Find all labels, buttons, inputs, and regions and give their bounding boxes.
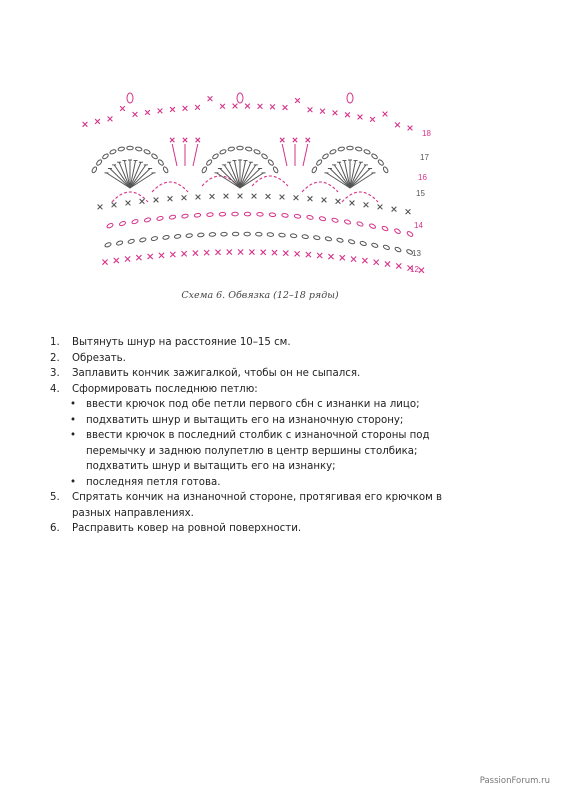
sc-stitch-mark (83, 122, 88, 127)
sc-stitch-mark (283, 105, 288, 110)
tr-stitch-mark (193, 144, 198, 166)
step-number: 1. (50, 337, 60, 348)
chain-stitch-mark (325, 236, 332, 241)
substep-item (50, 475, 470, 491)
sc-stitch-mark (419, 268, 424, 273)
chain-stitch-mark (322, 153, 329, 160)
step-text: Вытянуть шнур на расстояние 10–15 см. (72, 337, 291, 348)
sc-stitch-mark (210, 194, 215, 199)
tr-stitch-mark (303, 144, 308, 166)
chain-stitch-mark (197, 233, 204, 237)
picot-mark (127, 93, 133, 103)
chain-stitch-mark (186, 233, 193, 238)
row-number-label: 15 (416, 189, 425, 198)
sc-stitch-mark (252, 194, 257, 199)
chain-stitch-mark (306, 215, 313, 220)
sc-stitch-mark (351, 257, 356, 262)
substep-item (50, 413, 470, 429)
chain-stitch-mark (282, 213, 289, 218)
chain-stitch-mark (157, 159, 164, 166)
sc-stitch-mark (233, 104, 238, 109)
chain-stitch-mark (135, 147, 142, 152)
sc-stitch-mark (295, 251, 300, 256)
sc-stitch-mark (220, 104, 225, 109)
chain-stitch-mark (272, 166, 278, 173)
sc-stitch-mark (182, 195, 187, 200)
sc-stitch-mark (108, 116, 113, 121)
sc-stitch-mark (154, 198, 159, 203)
sc-stitch-mark (145, 110, 150, 115)
chain-stitch-mark (377, 159, 384, 166)
chain-stitch-mark (207, 212, 214, 216)
sc-stitch-mark (158, 108, 163, 113)
sc-stitch-mark (227, 249, 232, 254)
chain-stitch-mark (116, 240, 123, 246)
chain-stitch-mark (356, 221, 363, 227)
chain-stitch-mark (162, 166, 168, 173)
chain-stitch-mark (96, 159, 103, 166)
sc-stitch-mark (270, 104, 275, 109)
chain-stitch-mark (237, 146, 243, 150)
arch-mark (152, 182, 188, 192)
bullet-icon: • (70, 476, 77, 488)
substep-text: ввести крючок в последний столбик с изнаночной стороны под перемычку и заднюю полупетлю в центр вершины столбика; подхватить шнур и вытащить его на изнанку; (86, 430, 430, 472)
sc-stitch-mark (345, 112, 350, 117)
chain-stitch-mark (127, 146, 133, 150)
chain-stitch-mark (316, 159, 323, 166)
sc-stitch-mark (204, 250, 209, 255)
chain-stitch-mark (228, 147, 235, 152)
step-item (50, 366, 470, 382)
row-number-label: 17 (420, 153, 429, 162)
chain-stitch-mark (257, 212, 264, 216)
chain-stitch-mark (294, 214, 301, 219)
chain-stitch-mark (91, 166, 97, 173)
chain-stitch-mark (394, 246, 401, 252)
chain-stitch-mark (106, 223, 113, 229)
chain-stitch-mark (219, 149, 226, 155)
sc-stitch-mark (245, 104, 250, 109)
sc-stitch-mark (350, 201, 355, 206)
chain-stitch-mark (104, 242, 111, 248)
sc-stitch-mark (261, 250, 266, 255)
crochet-diagram-svg (70, 88, 440, 288)
chain-stitch-mark (151, 236, 158, 241)
diagram-caption: Схема 6. Обвязка (12–18 ряды) (181, 290, 339, 301)
step-text: Спрятать кончик на изнаночной стороне, протягивая его крючком в разных направлениях. (72, 492, 443, 519)
chain-stitch-mark (338, 147, 345, 152)
chain-stitch-mark (118, 147, 125, 152)
chain-stitch-mark (302, 234, 309, 239)
sc-stitch-mark (120, 106, 125, 111)
sc-stitch-mark (170, 252, 175, 257)
chain-stitch-mark (244, 212, 250, 216)
sc-stitch-mark (136, 255, 141, 260)
chain-stitch-mark (344, 219, 351, 225)
chain-stitch-mark (102, 153, 109, 160)
picot-mark (347, 93, 353, 103)
sc-stitch-mark (317, 253, 322, 258)
chain-stitch-mark (201, 166, 207, 173)
chain-stitch-mark (256, 232, 263, 236)
chain-stitch-mark (369, 223, 376, 229)
sc-stitch-mark (370, 117, 375, 122)
sc-stitch-mark (170, 138, 174, 142)
chain-stitch-mark (329, 149, 336, 155)
sc-stitch-mark (306, 252, 311, 257)
sc-stitch-mark (378, 204, 383, 209)
chain-stitch-mark (371, 242, 378, 248)
chain-stitch-mark (221, 232, 228, 236)
sc-stitch-mark (140, 199, 145, 204)
chain-stitch-mark (371, 153, 378, 160)
sc-stitch-mark (283, 251, 288, 256)
sc-stitch-mark (322, 198, 327, 203)
step-item (50, 521, 470, 537)
step-number: 2. (50, 352, 60, 364)
step-item (50, 351, 470, 367)
sc-stitch-mark (385, 261, 390, 266)
chain-stitch-mark (336, 238, 343, 243)
row-number-label: 14 (414, 221, 423, 230)
sc-stitch-mark (170, 107, 175, 112)
sc-stitch-mark (306, 138, 310, 142)
sc-stitch-mark (114, 258, 119, 263)
chain-stitch-mark (219, 212, 226, 216)
chain-stitch-mark (182, 214, 189, 219)
step-text: Расправить ковер на ровной поверхности. (72, 523, 302, 534)
substep-item (50, 428, 470, 475)
step-number: 5. (50, 492, 60, 503)
sc-stitch-mark (102, 259, 107, 264)
chain-stitch-mark (209, 232, 216, 236)
chain-stitch-mark (313, 235, 320, 240)
substep-text: ввести крючок под обе петли первого сбн с изнанки на лицо; (86, 399, 420, 410)
sc-stitch-mark (333, 110, 338, 115)
chain-stitch-mark (290, 233, 297, 238)
chain-stitch-mark (311, 166, 317, 173)
row-number-label: 16 (418, 173, 427, 182)
sc-stitch-mark (308, 196, 313, 201)
chain-stitch-mark (267, 232, 274, 236)
sc-stitch-mark (293, 138, 297, 142)
sc-stitch-mark (308, 107, 313, 112)
step-number: 4. (50, 383, 60, 395)
sc-stitch-mark (182, 251, 187, 256)
chain-stitch-mark (139, 237, 146, 242)
sc-stitch-mark (133, 112, 138, 117)
sc-stitch-mark (272, 250, 277, 255)
chain-stitch-mark (319, 216, 326, 221)
sc-stitch-mark (159, 253, 164, 258)
bullet-icon: • (70, 430, 77, 441)
sc-stitch-mark (395, 122, 400, 127)
sc-stitch-mark (406, 209, 411, 214)
sc-stitch-mark (320, 109, 325, 114)
chain-stitch-mark (156, 216, 163, 221)
chain-stitch-mark (169, 215, 176, 220)
sc-stitch-mark (183, 138, 187, 142)
chain-stitch-mark (383, 244, 390, 250)
chain-stitch-mark (267, 159, 274, 166)
substep-text: подхватить шнур и вытащить его на изнаночную сторону; (86, 414, 404, 426)
chain-stitch-mark (279, 233, 286, 237)
sc-stitch-mark (183, 106, 188, 111)
sc-stitch-mark (125, 256, 130, 261)
row-number-label: 12 (410, 265, 419, 274)
substep-item (50, 397, 470, 413)
chain-stitch-mark (245, 147, 252, 152)
chain-stitch-mark (131, 219, 138, 225)
sc-stitch-mark (238, 194, 243, 199)
chain-stitch-mark (128, 239, 135, 245)
bullet-icon: • (70, 414, 77, 426)
tr-stitch-mark (172, 144, 177, 166)
sc-stitch-mark (168, 196, 173, 201)
chain-stitch-mark (269, 213, 276, 217)
chain-stitch-mark (382, 166, 388, 173)
sc-stitch-mark (358, 115, 363, 120)
sc-stitch-mark (266, 194, 271, 199)
chain-stitch-mark (194, 213, 201, 218)
sc-stitch-mark (280, 195, 285, 200)
sc-stitch-mark (340, 255, 345, 260)
chain-stitch-mark (381, 225, 388, 231)
crochet-diagram (70, 88, 440, 288)
chain-stitch-mark (232, 212, 238, 216)
step-text: Сформировать последнюю петлю: (72, 383, 258, 395)
chain-stitch-mark (348, 239, 355, 245)
chain-stitch-mark (244, 232, 250, 236)
chain-stitch-mark (331, 217, 338, 223)
step-text: Обрезать. (72, 352, 126, 364)
instructions-list (50, 335, 470, 537)
sc-stitch-mark (280, 138, 284, 142)
sc-stitch-mark (195, 105, 200, 110)
step-number: 3. (50, 368, 60, 379)
chain-stitch-mark (347, 146, 353, 150)
sc-stitch-mark (224, 194, 229, 199)
chain-stitch-mark (109, 149, 116, 155)
sc-stitch-mark (112, 202, 117, 207)
sc-stitch-mark (95, 119, 100, 124)
row-number-label: 18 (422, 129, 431, 138)
step-text: Заплавить кончик зажигалкой, чтобы он не сыпался. (72, 368, 361, 379)
chain-stitch-mark (212, 153, 219, 160)
sc-stitch-mark (362, 258, 367, 263)
sc-stitch-mark (126, 201, 131, 206)
sc-stitch-mark (295, 98, 300, 103)
sc-stitch-mark (196, 195, 201, 200)
arch-mark (302, 182, 338, 192)
chain-stitch-mark (174, 234, 181, 239)
chain-stitch-mark (162, 235, 169, 240)
chain-stitch-mark (119, 221, 126, 227)
step-item (50, 382, 470, 398)
chain-stitch-mark (232, 232, 238, 236)
sc-stitch-mark (249, 249, 254, 254)
chain-stitch-mark (360, 241, 367, 247)
step-item (50, 490, 470, 521)
sc-stitch-mark (193, 251, 198, 256)
chain-stitch-mark (143, 149, 150, 155)
watermark: PassionForum.ru (479, 776, 550, 786)
substep-text: последняя петля готова. (86, 476, 221, 488)
sc-stitch-mark (408, 126, 413, 131)
tr-stitch-mark (282, 144, 287, 166)
chain-stitch-mark (151, 153, 158, 160)
chain-stitch-mark (355, 147, 362, 152)
sc-stitch-mark (364, 202, 369, 207)
step-item (50, 335, 470, 351)
chain-stitch-mark (406, 231, 413, 238)
sc-stitch-mark (215, 250, 220, 255)
sc-stitch-mark (258, 104, 263, 109)
chain-stitch-mark (253, 149, 260, 155)
sc-stitch-mark (374, 260, 379, 265)
sc-stitch-mark (396, 263, 401, 268)
sc-stitch-mark (98, 204, 103, 209)
chain-stitch-mark (394, 228, 401, 234)
step-number: 6. (50, 523, 60, 534)
arch-mark (252, 176, 288, 186)
arch-mark (342, 192, 378, 202)
chain-stitch-mark (206, 159, 213, 166)
picot-mark (237, 93, 243, 103)
sc-stitch-mark (238, 249, 243, 254)
sc-stitch-mark (336, 199, 341, 204)
bullet-icon: • (70, 399, 77, 410)
sc-stitch-mark (148, 254, 153, 259)
sc-stitch-mark (208, 96, 213, 101)
sc-stitch-mark (294, 195, 299, 200)
sc-stitch-mark (196, 138, 200, 142)
chain-stitch-mark (144, 217, 151, 222)
chain-stitch-mark (261, 153, 268, 160)
row-number-label: 13 (412, 249, 421, 258)
chain-stitch-mark (363, 149, 370, 155)
sc-stitch-mark (392, 207, 397, 212)
sc-stitch-mark (328, 254, 333, 259)
sc-stitch-mark (383, 112, 388, 117)
